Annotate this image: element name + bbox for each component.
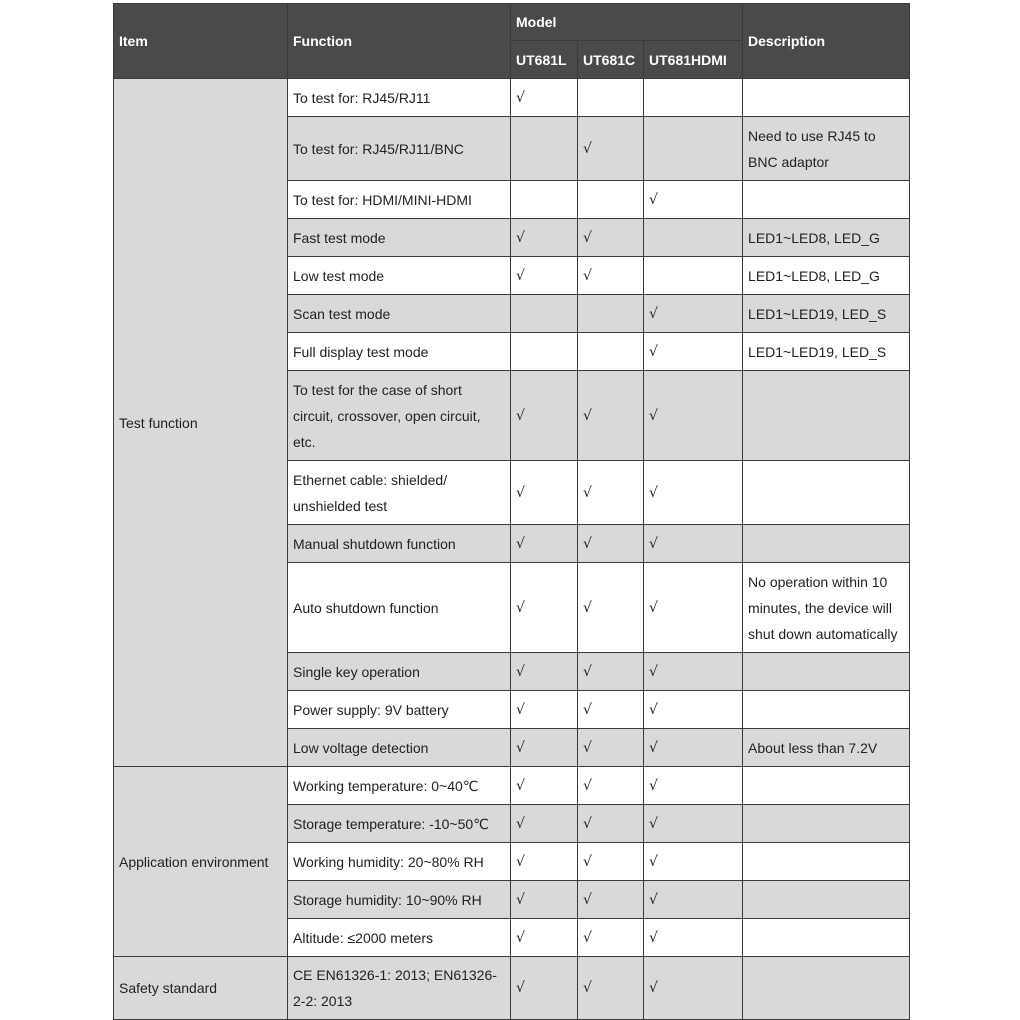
check-cell: √ [511, 805, 578, 843]
function-cell: Manual shutdown function [288, 525, 511, 563]
description-cell [743, 525, 910, 563]
check-cell: √ [644, 805, 743, 843]
check-cell: √ [511, 461, 578, 525]
header-model: Model [511, 4, 743, 41]
check-cell: √ [644, 181, 743, 219]
description-cell [743, 653, 910, 691]
function-cell: Working humidity: 20~80% RH [288, 843, 511, 881]
description-cell [743, 371, 910, 461]
function-cell: Low test mode [288, 257, 511, 295]
check-cell: √ [511, 79, 578, 117]
description-cell [743, 691, 910, 729]
function-cell: Full display test mode [288, 333, 511, 371]
table-body [114, 79, 910, 1020]
check-cell: √ [511, 563, 578, 653]
check-cell: √ [578, 919, 644, 957]
check-cell: √ [578, 957, 644, 1020]
check-cell: √ [511, 919, 578, 957]
check-cell: √ [644, 729, 743, 767]
check-cell [578, 333, 644, 371]
check-cell: √ [644, 881, 743, 919]
check-cell [511, 181, 578, 219]
description-cell: LED1~LED8, LED_G [743, 219, 910, 257]
function-cell: Storage temperature: -10~50℃ [288, 805, 511, 843]
check-cell: √ [511, 219, 578, 257]
check-cell: √ [578, 219, 644, 257]
check-cell: √ [578, 371, 644, 461]
header-description: Description [743, 4, 910, 79]
check-cell: √ [578, 563, 644, 653]
description-cell [743, 881, 910, 919]
check-cell: √ [644, 957, 743, 1020]
function-cell: To test for the case of short circuit, crossover, open circuit, etc. [288, 371, 511, 461]
description-cell: LED1~LED8, LED_G [743, 257, 910, 295]
check-cell [578, 79, 644, 117]
function-cell: Power supply: 9V battery [288, 691, 511, 729]
description-cell: About less than 7.2V [743, 729, 910, 767]
check-cell: √ [644, 563, 743, 653]
check-cell: √ [644, 371, 743, 461]
description-cell: LED1~LED19, LED_S [743, 295, 910, 333]
check-cell: √ [511, 691, 578, 729]
description-cell [743, 181, 910, 219]
function-cell: Scan test mode [288, 295, 511, 333]
function-cell: Fast test mode [288, 219, 511, 257]
group-label: Safety standard [114, 957, 288, 1020]
function-cell: To test for: RJ45/RJ11 [288, 79, 511, 117]
check-cell: √ [578, 881, 644, 919]
function-cell: To test for: HDMI/MINI-HDMI [288, 181, 511, 219]
check-cell: √ [578, 257, 644, 295]
check-cell: √ [511, 371, 578, 461]
check-cell: √ [578, 767, 644, 805]
check-cell: √ [511, 729, 578, 767]
table-header [114, 4, 910, 79]
table-row [114, 767, 910, 805]
function-cell: To test for: RJ45/RJ11/BNC [288, 117, 511, 181]
check-cell: √ [644, 295, 743, 333]
description-cell [743, 957, 910, 1020]
check-cell: √ [644, 767, 743, 805]
check-cell: √ [578, 805, 644, 843]
check-cell [511, 295, 578, 333]
description-cell [743, 461, 910, 525]
check-cell [644, 117, 743, 181]
check-cell: √ [644, 691, 743, 729]
description-cell: Need to use RJ45 to BNC adaptor [743, 117, 910, 181]
description-cell [743, 767, 910, 805]
check-cell: √ [578, 461, 644, 525]
check-cell: √ [578, 653, 644, 691]
spec-table [113, 3, 910, 1020]
check-cell [511, 333, 578, 371]
description-cell [743, 919, 910, 957]
check-cell: √ [644, 461, 743, 525]
header-function: Function [288, 4, 511, 79]
group-label: Test function [114, 79, 288, 767]
check-cell: √ [578, 843, 644, 881]
check-cell [644, 219, 743, 257]
check-cell: √ [644, 653, 743, 691]
header-item: Item [114, 4, 288, 79]
check-cell: √ [511, 653, 578, 691]
check-cell [578, 181, 644, 219]
check-cell: √ [644, 333, 743, 371]
check-cell: √ [644, 919, 743, 957]
description-cell: LED1~LED19, LED_S [743, 333, 910, 371]
check-cell: √ [578, 729, 644, 767]
check-cell [511, 117, 578, 181]
function-cell: Ethernet cable: shielded/ unshielded test [288, 461, 511, 525]
description-cell [743, 843, 910, 881]
check-cell: √ [511, 957, 578, 1020]
check-cell [578, 295, 644, 333]
function-cell: Single key operation [288, 653, 511, 691]
check-cell: √ [578, 525, 644, 563]
function-cell: Working temperature: 0~40℃ [288, 767, 511, 805]
check-cell: √ [511, 767, 578, 805]
function-cell: CE EN61326-1: 2013; EN61326-2-2: 2013 [288, 957, 511, 1020]
header-model-ut681l: UT681L [511, 41, 578, 79]
function-cell: Auto shutdown function [288, 563, 511, 653]
function-cell: Altitude: ≤2000 meters [288, 919, 511, 957]
check-cell: √ [578, 117, 644, 181]
table-row [114, 957, 910, 1020]
table-row [114, 79, 910, 117]
function-cell: Storage humidity: 10~90% RH [288, 881, 511, 919]
header-model-ut681hdmi: UT681HDMI [644, 41, 743, 79]
check-cell [644, 257, 743, 295]
check-cell: √ [511, 843, 578, 881]
check-cell: √ [578, 691, 644, 729]
description-cell [743, 79, 910, 117]
check-cell: √ [511, 881, 578, 919]
check-cell: √ [644, 843, 743, 881]
description-cell [743, 805, 910, 843]
function-cell: Low voltage detection [288, 729, 511, 767]
check-cell: √ [511, 257, 578, 295]
group-label: Application environment [114, 767, 288, 957]
check-cell: √ [644, 525, 743, 563]
check-cell: √ [511, 525, 578, 563]
check-cell [644, 79, 743, 117]
header-model-ut681c: UT681C [578, 41, 644, 79]
description-cell: No operation within 10 minutes, the device will shut down automatically [743, 563, 910, 653]
